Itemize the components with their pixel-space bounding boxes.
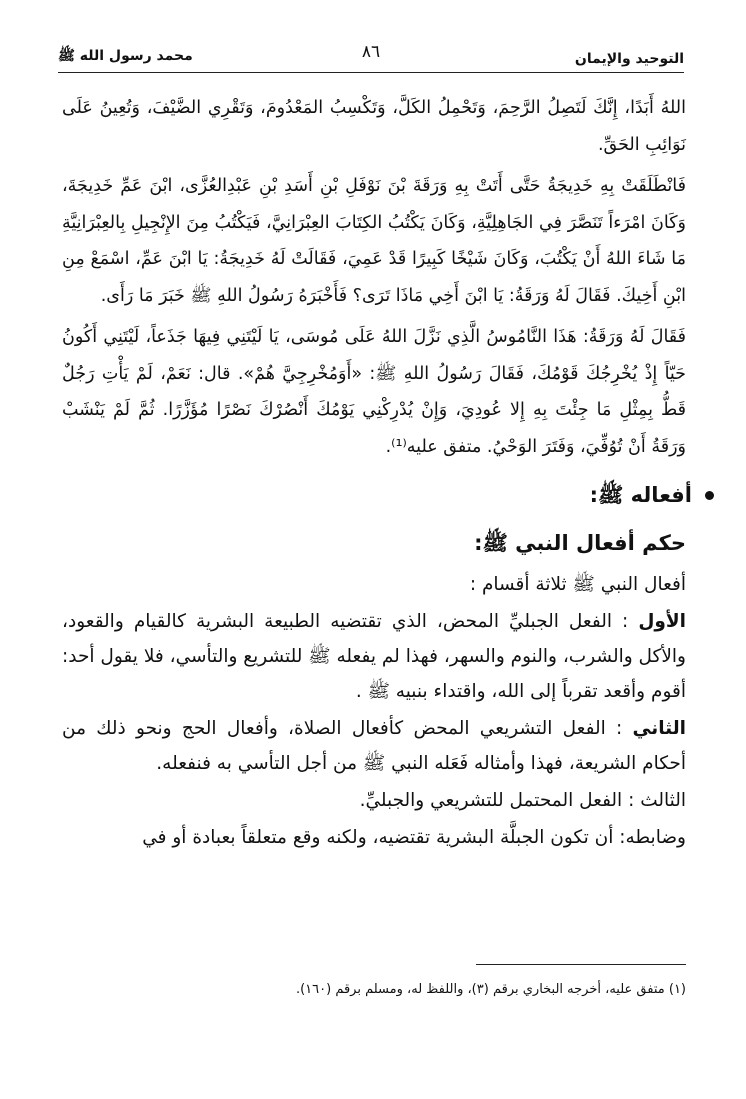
page-body (62, 90, 692, 857)
section-heading-actions (62, 475, 714, 515)
bullet-icon (705, 491, 714, 500)
paragraph-waraqa-visit: فَانْطَلَقَتْ بِهِ خَدِيجَةُ حَتَّى أَتَتْ بِهِ وَرَقَةَ بْنَ نَوْفَلِ بْنِ أَسَدِ بْنِ عَبْدِالعُزَّى، ابْنَ عَمِّ خَدِيجَةَ، وَكَانَ امْرَءاً تَنَصَّرَ فِي الجَاهِلِيَّةِ، وَكَانَ يَكْتُبُ الكِتَابَ العِبْرَانِيَّ، فَيَكْتُبُ مِنَ الإِنْجِيلِ بِالعِبْرَانِيَّةِ مَا شَاءَ اللهُ أَنْ يَكْتُبَ، وَكَانَ شَيْخًا كَبِيرًا قَدْ عَمِيَ، فَقَالَتْ لَهُ خَدِيجَةُ: يَا ابْنَ عَمِّ، اسْمَعْ مِنِ ابْنِ أَخِيكَ. فَقَالَ لَهُ وَرَقَةُ: يَا ابْنَ أَخِي مَاذَا تَرَى؟ فَأَخْبَرَهُ رَسُولُ اللهِ ﷺ خَبَرَ مَا رَأَى. (62, 176, 686, 306)
chapter-title: محمد رسول الله ﷺ (58, 48, 193, 64)
first-label: الأول (638, 611, 686, 632)
paragraph-waraqa-reply: فَقَالَ لَهُ وَرَقَةُ: هَذَا النَّامُوسُ الَّذِي نَزَّلَ اللهُ عَلَى مُوسَى، يَا لَيْتَنِي فِيهَا جَذَعاً، لَيْتَنِي أَكُونُ حَيّاً إِذْ يُخْرِجُكَ قَوْمُكَ، فَقَالَ رَسُولُ اللهِ ﷺ: «أَوَمُخْرِجِيَّ هُمْ». قال: نَعَمْ، لَمْ يَأْتِ رَجُلٌ قَطُّ بِمِثْلِ مَا جِئْتَ بِهِ إِلا عُودِيَ، وَإِنْ يُدْرِكْنِي يَوْمُكَ أَنْصُرْكَ نَصْرًا مُؤَزَّرًا. ثُمَّ لَمْ يَنْشَبْ وَرَقَةُ أَنْ تُوُفِّيَ، وَفَتَرَ الوَحْيُ. متفق عليه⁽¹⁾. (62, 327, 686, 457)
paragraph-second-category (62, 711, 686, 781)
subheading-ruling: حكم أفعال النبي ﷺ: (474, 531, 686, 555)
section-heading-text: أفعاله ﷺ: (589, 483, 692, 507)
running-header (58, 38, 684, 73)
paragraph-first-category (62, 604, 686, 709)
footnote-divider (476, 964, 686, 965)
page-number: ٨٦ (361, 42, 381, 62)
footnote: (١) متفق عليه، أخرجه البخاري برقم (٣)، واللفظ له، ومسلم برقم (١٦٠). (295, 982, 686, 997)
second-text: : الفعل التشريعي المحض كأفعال الصلاة، وأفعال الحج ونحو ذلك من أحكام الشريعة، فهذا وأمثاله فَعَله النبي ﷺ من أجل التأسي به فنفعله. (62, 718, 686, 774)
paragraph-third-category: الثالث : الفعل المحتمل للتشريعي والجبليِّ. (359, 790, 686, 811)
second-label: الثاني (632, 718, 686, 739)
first-text: : الفعل الجبليِّ المحض، الذي تقتضيه الطبيعة البشرية كالقيام والقعود، والأكل والشرب، والنوم والسهر، فهذا لم يفعله ﷺ للتشريع والتأسي، فلا يقول أحد: أقوم وأقعد تقرباً إلى الله، واقتداء بنبيه ﷺ . (62, 611, 686, 702)
paragraph-intro: أفعال النبي ﷺ ثلاثة أقسام : (469, 574, 686, 595)
paragraph-criterion: وضابطه: أن تكون الجبلَّة البشرية تقتضيه، ولكنه وقع متعلقاً بعبادة أو في (142, 827, 686, 848)
paragraph-hadith-continuation: اللهُ أَبَدًا، إِنَّكَ لَتَصِلُ الرَّحِمَ، وَتَحْمِلُ الكَلَّ، وَتَكْسِبُ المَعْدُومَ، وَتَقْرِي الضَّيْفَ، وَتُعِينُ عَلَى نَوَائِبِ الحَقِّ. (62, 98, 686, 155)
book-title: التوحيد والإيمان (574, 51, 684, 67)
